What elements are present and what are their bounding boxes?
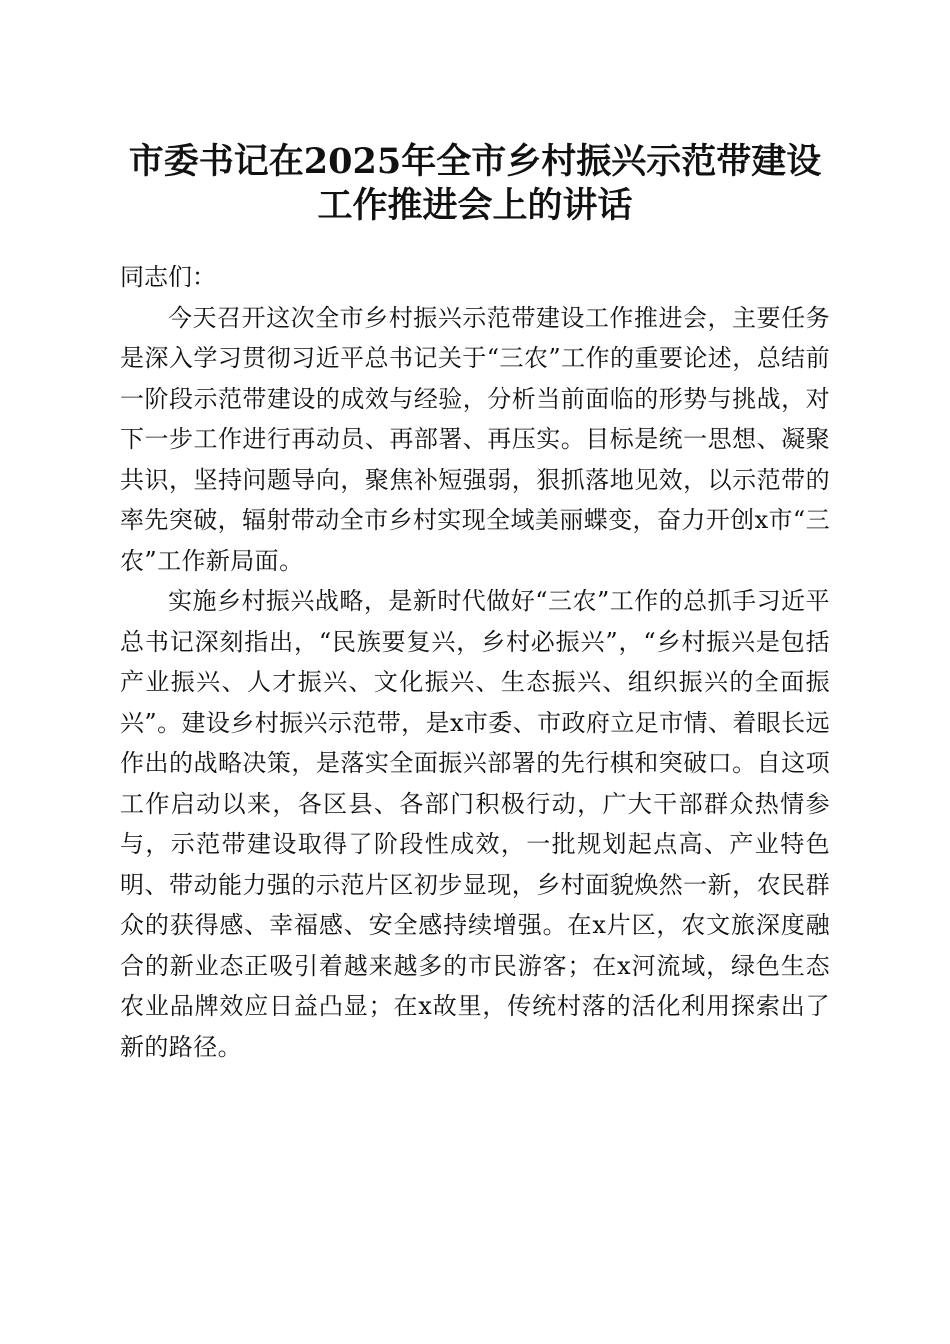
salutation: 同志们： [120, 263, 216, 291]
document-body [120, 257, 830, 1067]
paragraph-2: 实施乡村振兴战略，是新时代做好“三农”工作的总抓手习近平总书记深刻指出，“民族要复兴，乡村必振兴”，“乡村振兴是包括产业振兴、人才振兴、文化振兴、生态振兴、组织振兴的全面振兴”。建设乡村振兴示范带，是x市委、市政府立足市情、着眼长远作出的战略决策，是落实全面振兴部署的先行棋和突破口。自这项工作启动以来，各区县、各部门积极行动，广大干部群众热情参与，示范带建设取得了阶段性成效，一批规划起点高、产业特色明、带动能力强的示范片区初步显现，乡村面貌焕然一新，农民群众的获得感、幸福感、安全感持续增强。在x片区，农文旅深度融合的新业态正吸引着越来越多的市民游客；在x河流域，绿色生态农业品牌效应日益凸显；在x故里，传统村落的活化利用探索出了新的路径。 [120, 587, 830, 1061]
document-title-line-2: 工作推进会上的讲话 [317, 185, 633, 226]
document-title-line-1: 市委书记在2025年全市乡村振兴示范带建设 [128, 141, 822, 182]
paragraph-1: 今天召开这次全市乡村振兴示范带建设工作推进会，主要任务是深入学习贯彻习近平总书记关于“三农”工作的重要论述，总结前一阶段示范带建设的成效与经验，分析当前面临的形势与挑战，对下一步工作进行再动员、再部署、再压实。目标是统一思想、凝聚共识，坚持问题导向，聚焦补短强弱，狠抓落地见效，以示范带的率先突破，辐射带动全市乡村实现全域美丽蝶变，奋力开创x市“三农”工作新局面。 [120, 303, 830, 575]
